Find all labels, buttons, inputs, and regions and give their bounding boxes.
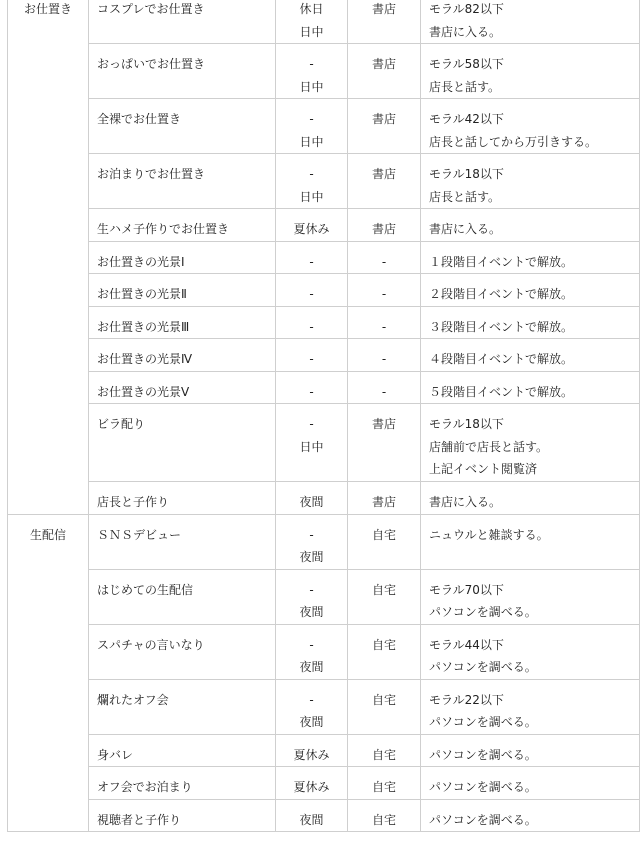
time-cell (276, 339, 348, 372)
condition-text: モラル22以下 (429, 692, 504, 707)
event-title: お仕置きの光景Ⅰ (97, 254, 185, 269)
time-value: - (309, 692, 314, 707)
place-cell (348, 404, 421, 482)
event-title: 生ハメ子作りでお仕置き (97, 222, 230, 236)
condition-cell (421, 767, 640, 800)
condition-cell (421, 154, 640, 209)
condition-text: モラル82以下 (429, 2, 504, 16)
time-cell (276, 624, 348, 679)
event-table-body (8, 0, 640, 832)
place-cell (348, 339, 421, 372)
time-cell (276, 482, 348, 515)
time-cell (276, 274, 348, 307)
time-value: - (309, 167, 314, 181)
time-value: 夜間 (299, 812, 324, 827)
condition-text: モラル70以下 (429, 582, 504, 597)
time-cell (276, 799, 348, 832)
event-title: お泊まりでお仕置き (97, 167, 206, 181)
event-title: オフ会でお泊まり (97, 780, 193, 794)
place-cell (348, 679, 421, 734)
event-title-cell (89, 404, 276, 482)
time-cell (276, 514, 348, 569)
event-title-cell (89, 241, 276, 274)
place-cell (348, 799, 421, 832)
condition-cell (421, 679, 640, 734)
event-title-cell (89, 371, 276, 404)
event-title: 身バレ (97, 747, 134, 762)
event-title-cell (89, 514, 276, 569)
table-row (8, 241, 640, 274)
time-value: - (309, 582, 314, 597)
place-value: 自宅 (371, 812, 396, 827)
event-title-cell (89, 569, 276, 624)
event-title-cell (89, 339, 276, 372)
condition-cell (421, 482, 640, 515)
time-value: 夏休み (293, 222, 330, 236)
place-cell (348, 767, 421, 800)
condition-cell (421, 799, 640, 832)
condition-text: モラル58以下 (429, 57, 504, 71)
time-cell (276, 734, 348, 767)
table-row (8, 767, 640, 800)
condition-text: ５段階目イベントで解放。 (429, 384, 574, 399)
table-row (8, 734, 640, 767)
place-cell (348, 274, 421, 307)
time-cell (276, 569, 348, 624)
time-value: 夏休み (293, 747, 330, 762)
condition-cell (421, 209, 640, 242)
condition-text: 店長と話す。 (429, 79, 501, 94)
place-value: - (381, 319, 387, 334)
event-title: スパチャの言いなり (97, 637, 205, 652)
time-value: - (309, 319, 314, 334)
condition-text: パソコンを調べる。 (429, 605, 537, 619)
condition-text: 店長と話す。 (429, 189, 501, 204)
event-title: 視聴者と子作り (97, 812, 182, 827)
place-value: 自宅 (371, 747, 396, 762)
time-value: - (309, 352, 314, 366)
place-value: 書店 (371, 167, 396, 181)
time-value: - (309, 417, 314, 431)
time-cell (276, 44, 348, 99)
place-cell (348, 99, 421, 154)
table-row (8, 274, 640, 307)
condition-text: ４段階目イベントで解放。 (429, 352, 574, 366)
time-value: - (309, 287, 314, 301)
time-value: 夜間 (299, 495, 324, 509)
place-cell (348, 482, 421, 515)
condition-cell (421, 514, 640, 569)
category-cell (8, 0, 89, 514)
table-row (8, 679, 640, 734)
table-row (8, 339, 640, 372)
condition-text: 書店に入る。 (429, 24, 502, 39)
time-cell (276, 154, 348, 209)
time-value: - (309, 384, 314, 399)
condition-cell (421, 44, 640, 99)
table-row (8, 44, 640, 99)
event-title: お仕置きの光景Ⅲ (97, 319, 190, 334)
place-value: 書店 (371, 112, 396, 126)
condition-text: 書店に入る。 (429, 495, 502, 509)
place-cell (348, 514, 421, 569)
place-value: 書店 (371, 222, 396, 236)
condition-cell (421, 371, 640, 404)
place-cell (348, 44, 421, 99)
place-cell (348, 569, 421, 624)
place-value: - (381, 352, 387, 366)
place-value: 書店 (371, 2, 396, 16)
table-row (8, 799, 640, 832)
category-cell (8, 514, 89, 832)
time-value: 日中 (299, 79, 324, 94)
time-value: 日中 (299, 439, 324, 454)
category-label: 生配信 (29, 527, 66, 542)
time-value: 夏休み (293, 780, 330, 794)
condition-cell (421, 274, 640, 307)
time-value: 夜間 (299, 605, 324, 619)
event-title-cell (89, 306, 276, 339)
condition-text: モラル18以下 (429, 167, 504, 181)
place-value: 自宅 (371, 637, 396, 652)
time-cell (276, 679, 348, 734)
place-value: 書店 (371, 417, 396, 431)
time-cell (276, 306, 348, 339)
place-value: 自宅 (371, 780, 396, 794)
time-value: 日中 (299, 189, 324, 204)
condition-text: パソコンを調べる。 (429, 715, 537, 729)
condition-text: 上記イベント閲覧済 (429, 462, 538, 476)
condition-text: パソコンを調べる。 (429, 747, 537, 762)
time-cell (276, 99, 348, 154)
event-title-cell (89, 274, 276, 307)
event-title: コスプレでお仕置き (97, 2, 205, 16)
condition-text: パソコンを調べる。 (429, 660, 537, 674)
place-value: 自宅 (371, 527, 396, 542)
condition-cell (421, 306, 640, 339)
event-title: おっぱいでお仕置き (97, 57, 206, 71)
event-title: お仕置きの光景Ⅳ (97, 352, 193, 366)
table-row (8, 371, 640, 404)
time-value: 日中 (299, 24, 324, 39)
time-value: 日中 (299, 134, 324, 149)
condition-cell (421, 0, 640, 44)
condition-cell (421, 569, 640, 624)
condition-text: ３段階目イベントで解放。 (429, 319, 574, 334)
place-value: - (381, 254, 387, 269)
condition-text: 書店に入る。 (429, 222, 502, 236)
place-value: 書店 (371, 495, 396, 509)
condition-cell (421, 339, 640, 372)
place-value: - (381, 287, 387, 301)
condition-cell (421, 624, 640, 679)
event-title-cell (89, 679, 276, 734)
table-row (8, 624, 640, 679)
time-cell (276, 0, 348, 44)
time-value: 休日 (299, 2, 324, 16)
time-value: 夜間 (299, 660, 324, 674)
time-value: - (309, 637, 314, 652)
place-value: 自宅 (371, 692, 396, 707)
time-cell (276, 404, 348, 482)
event-title: お仕置きの光景Ⅴ (97, 384, 190, 399)
event-title: ビラ配り (97, 417, 146, 431)
place-cell (348, 734, 421, 767)
table-row (8, 569, 640, 624)
time-cell (276, 209, 348, 242)
condition-cell (421, 241, 640, 274)
condition-text: パソコンを調べる。 (429, 812, 537, 827)
category-label: お仕置き (23, 2, 72, 16)
place-value: 書店 (371, 57, 396, 71)
event-title-cell (89, 734, 276, 767)
condition-text: パソコンを調べる。 (429, 780, 537, 794)
event-table (7, 0, 640, 832)
event-title-cell (89, 99, 276, 154)
condition-text: 店長と話してから万引きする。 (429, 134, 598, 149)
time-value: - (309, 57, 314, 71)
condition-text: モラル42以下 (429, 112, 504, 126)
condition-text: １段階目イベントで解放。 (429, 254, 574, 269)
place-cell (348, 371, 421, 404)
condition-text: ２段階目イベントで解放。 (429, 287, 574, 301)
place-value: 自宅 (371, 582, 396, 597)
event-title-cell (89, 0, 276, 44)
time-value: 夜間 (299, 715, 324, 729)
event-title-cell (89, 482, 276, 515)
condition-text: ニュウルと雑談する。 (429, 527, 549, 542)
place-cell (348, 154, 421, 209)
event-title-cell (89, 209, 276, 242)
event-title: お仕置きの光景Ⅱ (97, 287, 187, 301)
place-cell (348, 209, 421, 242)
time-cell (276, 767, 348, 800)
time-value: - (309, 254, 314, 269)
table-row (8, 209, 640, 242)
table-row (8, 514, 640, 569)
place-cell (348, 306, 421, 339)
time-value: - (309, 527, 314, 542)
time-cell (276, 241, 348, 274)
time-value: - (309, 112, 314, 126)
table-row (8, 404, 640, 482)
event-title-cell (89, 767, 276, 800)
table-row (8, 99, 640, 154)
table-row (8, 0, 640, 44)
event-title-cell (89, 154, 276, 209)
condition-cell (421, 99, 640, 154)
condition-text: モラル44以下 (429, 637, 504, 652)
condition-text: 店舗前で店長と話す。 (429, 439, 549, 454)
event-title-cell (89, 44, 276, 99)
event-title: ＳＮＳデビュー (97, 527, 182, 542)
table-row (8, 306, 640, 339)
time-cell (276, 371, 348, 404)
table-row (8, 154, 640, 209)
table-row (8, 482, 640, 515)
event-title: 爛れたオフ会 (97, 692, 169, 707)
place-cell (348, 241, 421, 274)
condition-text: モラル18以下 (429, 417, 504, 431)
event-title-cell (89, 799, 276, 832)
place-cell (348, 624, 421, 679)
place-cell (348, 0, 421, 44)
event-title: はじめての生配信 (97, 582, 194, 597)
event-title: 全裸でお仕置き (97, 112, 182, 126)
condition-cell (421, 734, 640, 767)
time-value: 夜間 (299, 550, 324, 564)
event-title-cell (89, 624, 276, 679)
condition-cell (421, 404, 640, 482)
place-value: - (381, 384, 387, 399)
event-title: 店長と子作り (97, 495, 170, 509)
